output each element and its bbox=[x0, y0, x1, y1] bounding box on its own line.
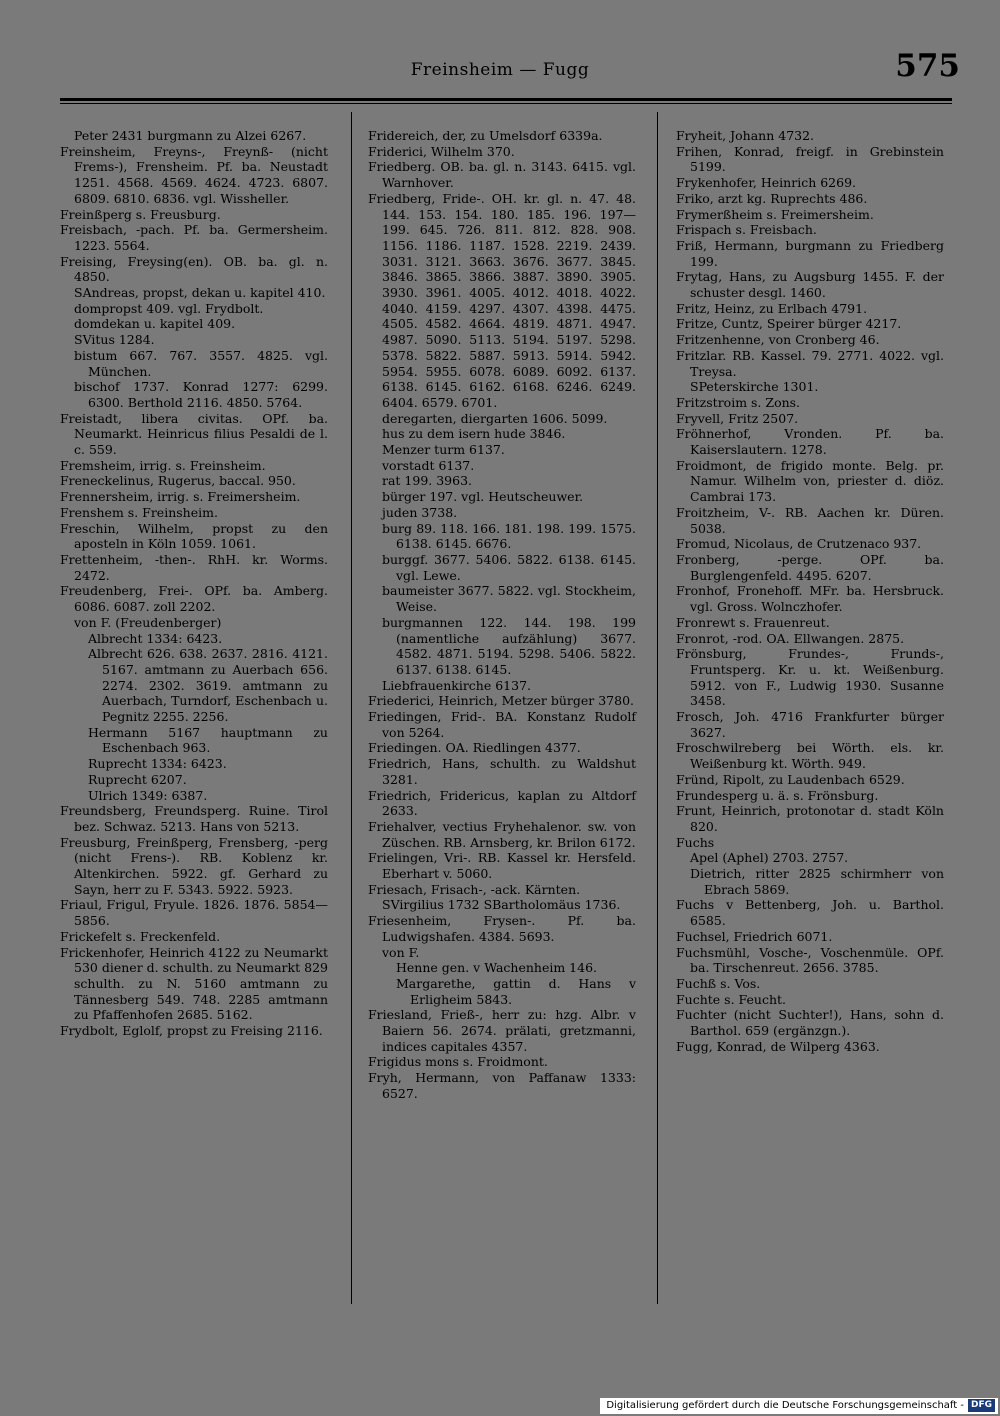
index-subentry: Albrecht 626. 638. 2637. 2816. 4121. 5167. amtmann zu Auerbach 656. 2274. 2302. 3619. amtmann zu Auerbach, Turndorf, Eschenbach u. Pegnitz 2255. 2256. bbox=[88, 646, 328, 725]
index-entry: Frielingen, Vri-. RB. Kassel kr. Hersfeld. Eberhart v. 5060. bbox=[368, 850, 636, 882]
index-subentry: domdekan u. kapitel 409. bbox=[74, 316, 236, 332]
header-rule-thin bbox=[60, 103, 952, 104]
index-subentry: burg 89. 118. 166. 181. 198. 199. 1575. 6138. 6145. 6676. bbox=[382, 520, 636, 552]
index-entry: Fugg, Konrad, de Wilperg 4363. bbox=[676, 1038, 880, 1054]
page-header bbox=[0, 0, 1000, 100]
index-entry: Freudenberg, Frei-. OPf. ba. Amberg. 6086. 6087. zoll 2202. bbox=[60, 583, 328, 615]
index-entry: Friesach, Frisach-, -ack. Kärnten. bbox=[368, 881, 581, 897]
index-entry: Fritze, Cuntz, Speirer bürger 4217. bbox=[676, 316, 902, 332]
index-entry: Frennersheim, irrig. s. Freimersheim. bbox=[60, 489, 301, 505]
index-subentry: hus zu dem isern hude 3846. bbox=[382, 426, 566, 442]
index-subentry: Albrecht 1334: 6423. bbox=[88, 630, 223, 646]
index-entry: Fründ, Ripolt, zu Laudenbach 6529. bbox=[676, 771, 905, 787]
index-entry: Friedberg, Fride-. OH. kr. gl. n. 47. 48. 144. 153. 154. 180. 185. 196. 197—199. 645. 726. 811. 812. 828. 908. 1156. 1186. 1187. 1528. 2219. 2439. 3031. 3121. 3663. 3676. 3677. 3845. 3846. 3865. 3866. 3887. 3890. 3905. 3930. 3961. 4005. 4012. 4018. 4022. 4040. 4159. 4297. 4307. 4398. 4475. 4505. 4582. 4664. 4819. 4871. 4947. 4987. 5090. 5113. 5194. 5197. 5298. 5378. 5822. 5887. 5913. 5914. 5942. 5954. 5955. 6078. 6089. 6092. 6137. 6138. 6145. 6162. 6168. 6246. 6249. 6404. 6579. 6701. bbox=[368, 190, 636, 410]
index-entry: Froitzheim, V-. RB. Aachen kr. Düren. 5038. bbox=[676, 504, 944, 536]
index-entry: Fritzstroim s. Zons. bbox=[676, 394, 801, 410]
index-entry: Friedrich, Hans, schulth. zu Waldshut 3281. bbox=[368, 756, 636, 787]
index-entry: Friderici, Wilhelm 370. bbox=[368, 143, 515, 159]
index-entry: Frickenhofer, Heinrich 4122 zu Neumarkt 530 diener d. schulth. zu Neumarkt 829 schulth. zu N. 5160 amtmann zu Tännesberg 549. 748. 2285 amtmann zu Pfaffenhofen 2685. 5162. bbox=[60, 944, 328, 1023]
index-entry: Freusburg, Freinßperg, Frensberg, -perg (nicht Frens-). RB. Koblenz kr. Altenkirchen. 5922. gf. Gerhard zu Sayn, herr zu F. 5343. 5922. 5923. bbox=[60, 834, 328, 897]
index-entry: Freisbach, -pach. Pf. ba. Germersheim. 1223. 5564. bbox=[60, 222, 328, 253]
index-entry: Fryvell, Fritz 2507. bbox=[676, 410, 799, 426]
index-subentry: SPeterskirche 1301. bbox=[690, 379, 819, 395]
index-subentry: bistum 667. 767. 3557. 4825. vgl. München. bbox=[74, 347, 328, 379]
index-entry: Friß, Hermann, burgmann zu Friedberg 199. bbox=[676, 237, 944, 269]
index-entry: Frunt, Heinrich, protonotar d. stadt Köln 820. bbox=[676, 803, 944, 834]
index-entry: Froschwilreberg bei Wörth. els. kr. Weißenburg kt. Wörth. 949. bbox=[676, 740, 944, 772]
index-entry: Frosch, Joh. 4716 Frankfurter bürger 3627. bbox=[676, 709, 944, 740]
index-entry: Freinsheim, Freyns-, Freynß- (nicht Frems-), Frensheim. Pf. ba. Neustadt 1251. 4568. 4569. 4624. 4723. 6807. 6809. 6810. 6836. vgl. Wissheller. bbox=[60, 143, 328, 206]
index-entry: Frihen, Konrad, freigf. in Grebinstein 5199. bbox=[676, 143, 944, 175]
index-entry: Freistadt, libera civitas. OPf. ba. Neumarkt. Heinricus filius Pesaldi de l. c. 559. bbox=[60, 410, 328, 458]
index-entry: Fronberg, -perge. OPf. ba. Burglengenfeld. 4495. 6207. bbox=[676, 551, 944, 583]
index-entry: Fuchß s. Vos. bbox=[676, 975, 761, 991]
footer-text: Digitalisierung gefördert durch die Deutsche Forschungsgemeinschaft - bbox=[606, 1400, 964, 1411]
index-entry: Fröhnerhof, Vronden. Pf. ba. Kaiserslautern. 1278. bbox=[676, 426, 944, 458]
header-rule bbox=[60, 98, 952, 101]
index-entry: Fuchs bbox=[676, 834, 715, 850]
index-entry: Fritzenhenne, von Cronberg 46. bbox=[676, 332, 880, 348]
index-subentry: SAndreas, propst, dekan u. kapitel 410. bbox=[74, 285, 326, 301]
index-entry: Frykenhofer, Heinrich 6269. bbox=[676, 175, 857, 191]
index-subentry: deregarten, diergarten 1606. 5099. bbox=[382, 410, 608, 426]
index-entry: Friehalver, vectius Fryhehalenor. sw. von Züschen. RB. Arnsberg, kr. Brilon 6172. bbox=[368, 818, 636, 850]
index-entry: Fronhof, Fronehoff. MFr. ba. Hersbruck. vgl. Gross. Wolnczhofer. bbox=[676, 583, 944, 615]
index-entry: Fromud, Nicolaus, de Crutzenaco 937. bbox=[676, 536, 922, 552]
index-subentry: baumeister 3677. 5822. vgl. Stockheim, Weise. bbox=[382, 583, 636, 615]
index-entry: Frymerßheim s. Freimersheim. bbox=[676, 206, 874, 222]
index-entry: Friedberg. OB. ba. gl. n. 3143. 6415. vgl. Warnhover. bbox=[368, 159, 636, 191]
index-column-1 bbox=[60, 128, 328, 1039]
index-entry: Fuchs v Bettenberg, Joh. u. Barthol. 6585. bbox=[676, 897, 944, 929]
index-entry: Fuchsmühl, Vosche-, Voschenmüle. OPf. ba. Tirschenreut. 2656. 3785. bbox=[676, 944, 944, 976]
index-entry: Friederici, Heinrich, Metzer bürger 3780. bbox=[368, 693, 634, 709]
index-entry: Froidmont, de frigido monte. Belg. pr. Namur. Wilhelm von, priester d. diöz. Cambrai 173. bbox=[676, 457, 944, 505]
index-subentry: bischof 1737. Konrad 1277: 6299. 6300. Berthold 2116. 4850. 5764. bbox=[74, 379, 328, 410]
column-divider bbox=[351, 112, 352, 1304]
index-entry: Fronrot, -rod. OA. Ellwangen. 2875. bbox=[676, 630, 905, 646]
index-entry: Frigidus mons s. Froidmont. bbox=[368, 1054, 548, 1070]
index-entry: Frettenheim, -then-. RhH. kr. Worms. 2472. bbox=[60, 551, 328, 583]
index-entry: Freneckelinus, Rugerus, baccal. 950. bbox=[60, 473, 296, 489]
index-subentry: juden 3738. bbox=[382, 504, 458, 520]
index-subentry: Dietrich, ritter 2825 schirmherr von Ebrach 5869. bbox=[690, 866, 944, 897]
index-subentry: SVitus 1284. bbox=[74, 332, 155, 348]
index-entry: Frydbolt, Eglolf, propst zu Freising 2116. bbox=[60, 1023, 323, 1039]
index-column-3 bbox=[676, 128, 944, 1054]
index-entry: Friaul, Frigul, Fryule. 1826. 1876. 5854—5856. bbox=[60, 897, 328, 929]
index-entry: Friko, arzt kg. Ruprechts 486. bbox=[676, 190, 868, 206]
index-subentry: Peter 2431 burgmann zu Alzei 6267. bbox=[74, 128, 307, 143]
index-entry: Fremsheim, irrig. s. Freinsheim. bbox=[60, 457, 266, 473]
index-entry: Friedrich, Fridericus, kaplan zu Altdorf 2633. bbox=[368, 787, 636, 819]
index-subentry: burggf. 3677. 5406. 5822. 6138. 6145. vgl. Lewe. bbox=[382, 551, 636, 583]
index-subentry: Hermann 5167 hauptmann zu Eschenbach 963. bbox=[88, 724, 328, 756]
index-entry: Fuchte s. Feucht. bbox=[676, 991, 787, 1007]
running-title: Freinsheim — Fugg bbox=[410, 60, 590, 80]
index-subentry: dompropst 409. vgl. Frydbolt. bbox=[74, 300, 264, 316]
index-entry: Fridereich, der, zu Umelsdorf 6339a. bbox=[368, 128, 603, 143]
dfg-logo: DFG bbox=[968, 1399, 995, 1412]
index-entry: Frytag, Hans, zu Augsburg 1455. F. der schuster desgl. 1460. bbox=[676, 269, 944, 301]
index-entry: Frenshem s. Freinsheim. bbox=[60, 504, 218, 520]
index-subentry: Ruprecht 6207. bbox=[88, 771, 187, 787]
index-entry: Fritz, Heinz, zu Erlbach 4791. bbox=[676, 300, 868, 316]
index-entry: Fryh, Hermann, von Paffanaw 1333: 6527. bbox=[368, 1070, 636, 1101]
index-subentry: Liebfrauenkirche 6137. bbox=[382, 677, 532, 693]
index-entry: Friesenheim, Frysen-. Pf. ba. Ludwigshafen. 4384. 5693. bbox=[368, 913, 636, 944]
index-entry: Freising, Freysing(en). OB. ba. gl. n. 4850. bbox=[60, 253, 328, 285]
index-subentry: Henne gen. v Wachenheim 146. bbox=[396, 960, 598, 976]
index-subentry: SVirgilius 1732 SBartholomäus 1736. bbox=[382, 897, 621, 913]
column-divider bbox=[657, 112, 658, 1304]
footer bbox=[600, 1398, 998, 1414]
index-entry: Friedingen. OA. Riedlingen 4377. bbox=[368, 740, 581, 756]
index-column-2 bbox=[368, 128, 636, 1102]
index-entry: Friedingen, Frid-. BA. Konstanz Rudolf von 5264. bbox=[368, 709, 636, 740]
index-subentry: von F. bbox=[382, 944, 420, 960]
index-entry: Frundesperg u. ä. s. Frönsburg. bbox=[676, 787, 879, 803]
index-subentry: Margarethe, gattin d. Hans v Erligheim 5843. bbox=[396, 975, 636, 1007]
index-subentry: von F. (Freudenberger) bbox=[74, 614, 222, 630]
index-entry: Frickefelt s. Freckenfeld. bbox=[60, 928, 221, 944]
index-subentry: Ulrich 1349: 6387. bbox=[88, 787, 208, 803]
index-entry: Fuchsel, Friedrich 6071. bbox=[676, 928, 833, 944]
index-entry: Freundsberg, Freundsperg. Ruine. Tirol bez. Schwaz. 5213. Hans von 5213. bbox=[60, 803, 328, 834]
index-subentry: burgmannen 122. 144. 198. 199 (namentliche aufzählung) 3677. 4582. 4871. 5194. 5298. 5406. 5822. 6137. 6138. 6145. bbox=[382, 614, 636, 677]
page-number: 575 bbox=[895, 48, 960, 84]
index-subentry: rat 199. 3963. bbox=[382, 473, 473, 489]
index-subentry: Apel (Aphel) 2703. 2757. bbox=[690, 850, 849, 866]
index-entry: Freschin, Wilhelm, propst zu den aposteln in Köln 1059. 1061. bbox=[60, 520, 328, 552]
index-subentry: bürger 197. vgl. Heutscheuwer. bbox=[382, 489, 584, 505]
index-entry: Frispach s. Freisbach. bbox=[676, 222, 817, 238]
index-entry: Fritzlar. RB. Kassel. 79. 2771. 4022. vgl. Treysa. bbox=[676, 347, 944, 379]
index-entry: Fryheit, Johann 4732. bbox=[676, 128, 815, 143]
index-entry: Friesland, Frieß-, herr zu: hzg. Albr. v Baiern 56. 2674. prälati, gretzmanni, indices capitales 4357. bbox=[368, 1007, 636, 1054]
index-subentry: Menzer turm 6137. bbox=[382, 442, 505, 458]
index-entry: Fuchter (nicht Suchter!), Hans, sohn d. Barthol. 659 (ergänzgn.). bbox=[676, 1007, 944, 1039]
index-subentry: vorstadt 6137. bbox=[382, 457, 475, 473]
index-entry: Fronrewt s. Frauenreut. bbox=[676, 614, 830, 630]
index-entry: Frönsburg, Frundes-, Frunds-, Fruntsperg. Kr. u. kt. Weißenburg. 5912. von F., Ludwig 1930. Susanne 3458. bbox=[676, 646, 944, 709]
index-subentry: Ruprecht 1334: 6423. bbox=[88, 756, 227, 772]
index-entry: Freinßperg s. Freusburg. bbox=[60, 206, 221, 222]
